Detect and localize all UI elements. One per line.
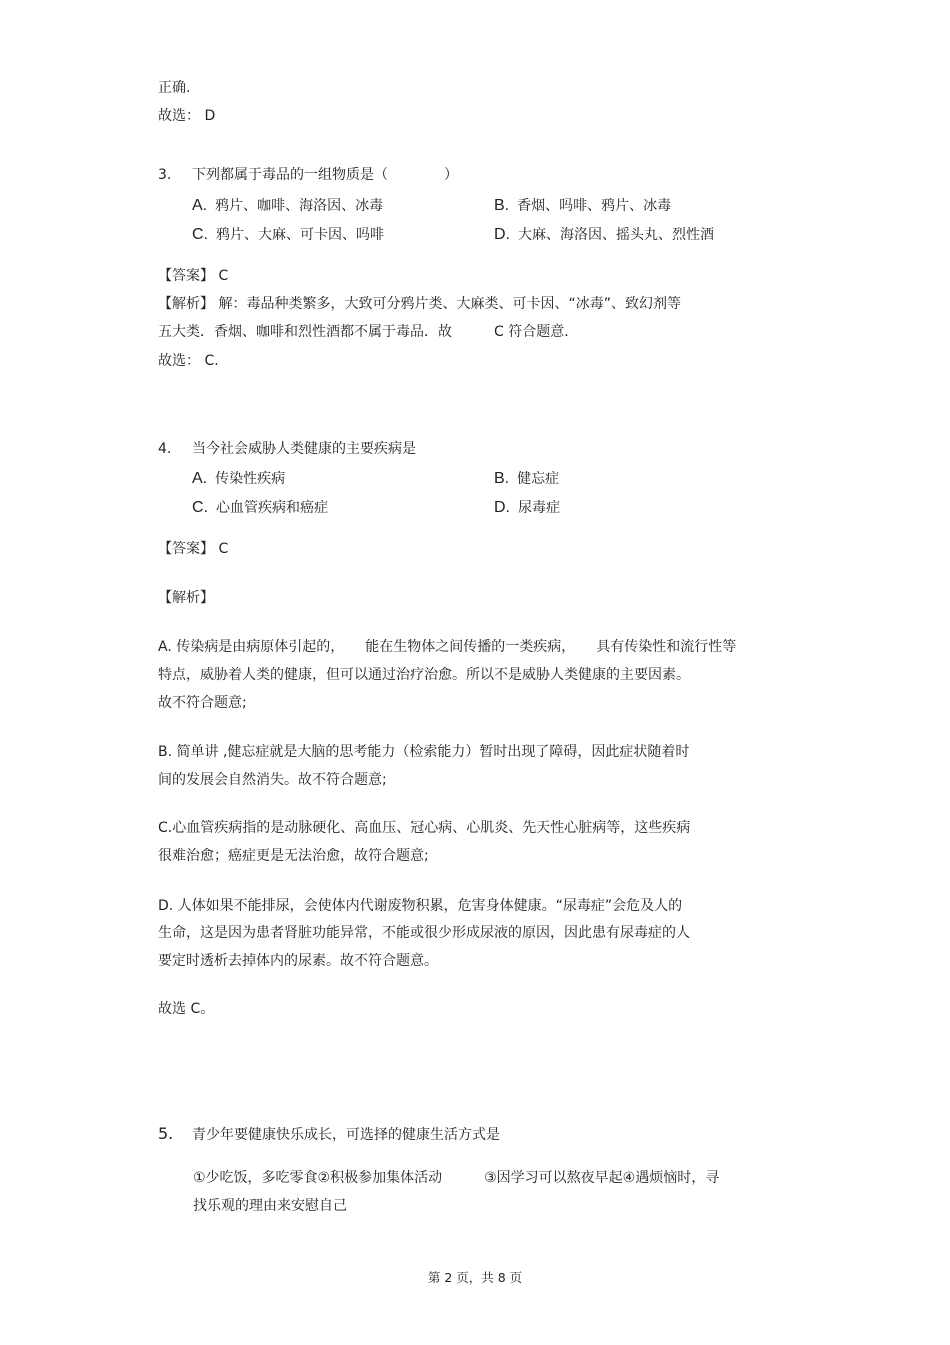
answer-line: 【答案】 C [158, 541, 229, 557]
question-5-stem [158, 1124, 500, 1144]
analysis-line: A. 传染病是由病原体引起的， 能在生物体之间传播的一类疾病， 具有传染性和流行性等 [158, 639, 737, 655]
question-number: 5. [158, 1124, 174, 1143]
option-text: 尿毒症 [518, 500, 560, 516]
option-letter: A. [192, 197, 208, 214]
analysis-line: 【解析】 解：毒品种类繁多，大致可分鸦片类、大麻类、可卡因、“冰毒”、致幻剂等 [158, 296, 681, 312]
option-c [192, 225, 384, 244]
option-text: 传染性疾病 [215, 471, 286, 487]
option-letter: B. [494, 197, 510, 214]
choose-line: 故选： C. [158, 353, 219, 369]
question-number: 3. [158, 167, 172, 183]
option-letter: B. [494, 470, 510, 487]
question-number: 4. [158, 441, 172, 457]
option-letter: D. [494, 499, 510, 516]
option-text: 鸦片、咖啡、海洛因、冰毒 [215, 198, 384, 214]
option-text: 鸦片、大麻、可卡因、吗啡 [216, 227, 384, 243]
question-4-stem [158, 441, 416, 458]
analysis-line: 故不符合题意; [158, 695, 247, 711]
question-text: 青少年要健康快乐成长，可选择的健康生活方式是 [192, 1127, 500, 1143]
analysis-line: D. 人体如果不能排尿，会使体内代谢废物积累，危害身体健康。“尿毒症”会危及人的 [158, 898, 683, 914]
page-number: 第 2 页，共 8 页 [427, 1270, 523, 1285]
answer-line: 【答案】 C [158, 268, 229, 284]
option-c [192, 498, 328, 517]
option-d [494, 498, 560, 517]
analysis-line: 五大类．香烟、咖啡和烈性酒都不属于毒品．故 C 符合题意． [158, 324, 579, 340]
question-text: 下列都属于毒品的一组物质是（ ） [192, 167, 458, 183]
option-text: 大麻、海洛因、摇头丸、烈性酒 [518, 227, 714, 243]
analysis-line: B. 简单讲 ,健忘症就是大脑的思考能力（检索能力）暂时出现了障碍，因此症状随着时 [158, 744, 690, 760]
option-a [192, 469, 285, 488]
option-letter: C. [192, 226, 208, 243]
question-3-stem [158, 167, 458, 184]
option-d [494, 225, 714, 244]
option-letter: C. [192, 499, 208, 516]
option-text: 香烟、吗啡、鸦片、冰毒 [517, 198, 672, 214]
analysis-line: 生命，这是因为患者肾脏功能异常，不能或很少形成尿液的原因，因此患有尿毒症的人 [158, 925, 690, 941]
text-line: 故选： D [158, 108, 216, 124]
analysis-line: 特点，威胁着人类的健康，但可以通过治疗治愈。所以不是威胁人类健康的主要因素。 [158, 667, 690, 683]
analysis-line: 要定时透析去掉体内的尿素。故不符合题意。 [158, 953, 438, 969]
option-text: 健忘症 [517, 471, 560, 487]
choose-line: 故选 C。 [158, 1001, 215, 1017]
analysis-line: C.心血管疾病指的是动脉硬化、高血压、冠心病、心肌炎、先天性心脏病等，这些疾病 [158, 820, 691, 836]
analysis-line: 很难治愈；癌症更是无法治愈，故符合题意; [158, 848, 429, 864]
text-line: 正确. [158, 80, 191, 96]
analysis-line: 间的发展会自然消失。故不符合题意; [158, 772, 387, 788]
option-letter: A. [192, 470, 208, 487]
option-b [494, 196, 671, 215]
option-letter: D. [494, 226, 510, 243]
analysis-title: 【解析】 [158, 590, 214, 606]
option-text: 心血管疾病和癌症 [216, 500, 328, 516]
question-text: 当今社会威胁人类健康的主要疾病是 [192, 441, 416, 457]
question-items-line: ①少吃饭，多吃零食②积极参加集体活动 ③因学习可以熬夜早起④遇烦恼时，寻 [193, 1170, 720, 1186]
question-items-line: 找乐观的理由来安慰自己 [193, 1198, 347, 1214]
option-a [192, 196, 383, 215]
option-b [494, 469, 559, 488]
